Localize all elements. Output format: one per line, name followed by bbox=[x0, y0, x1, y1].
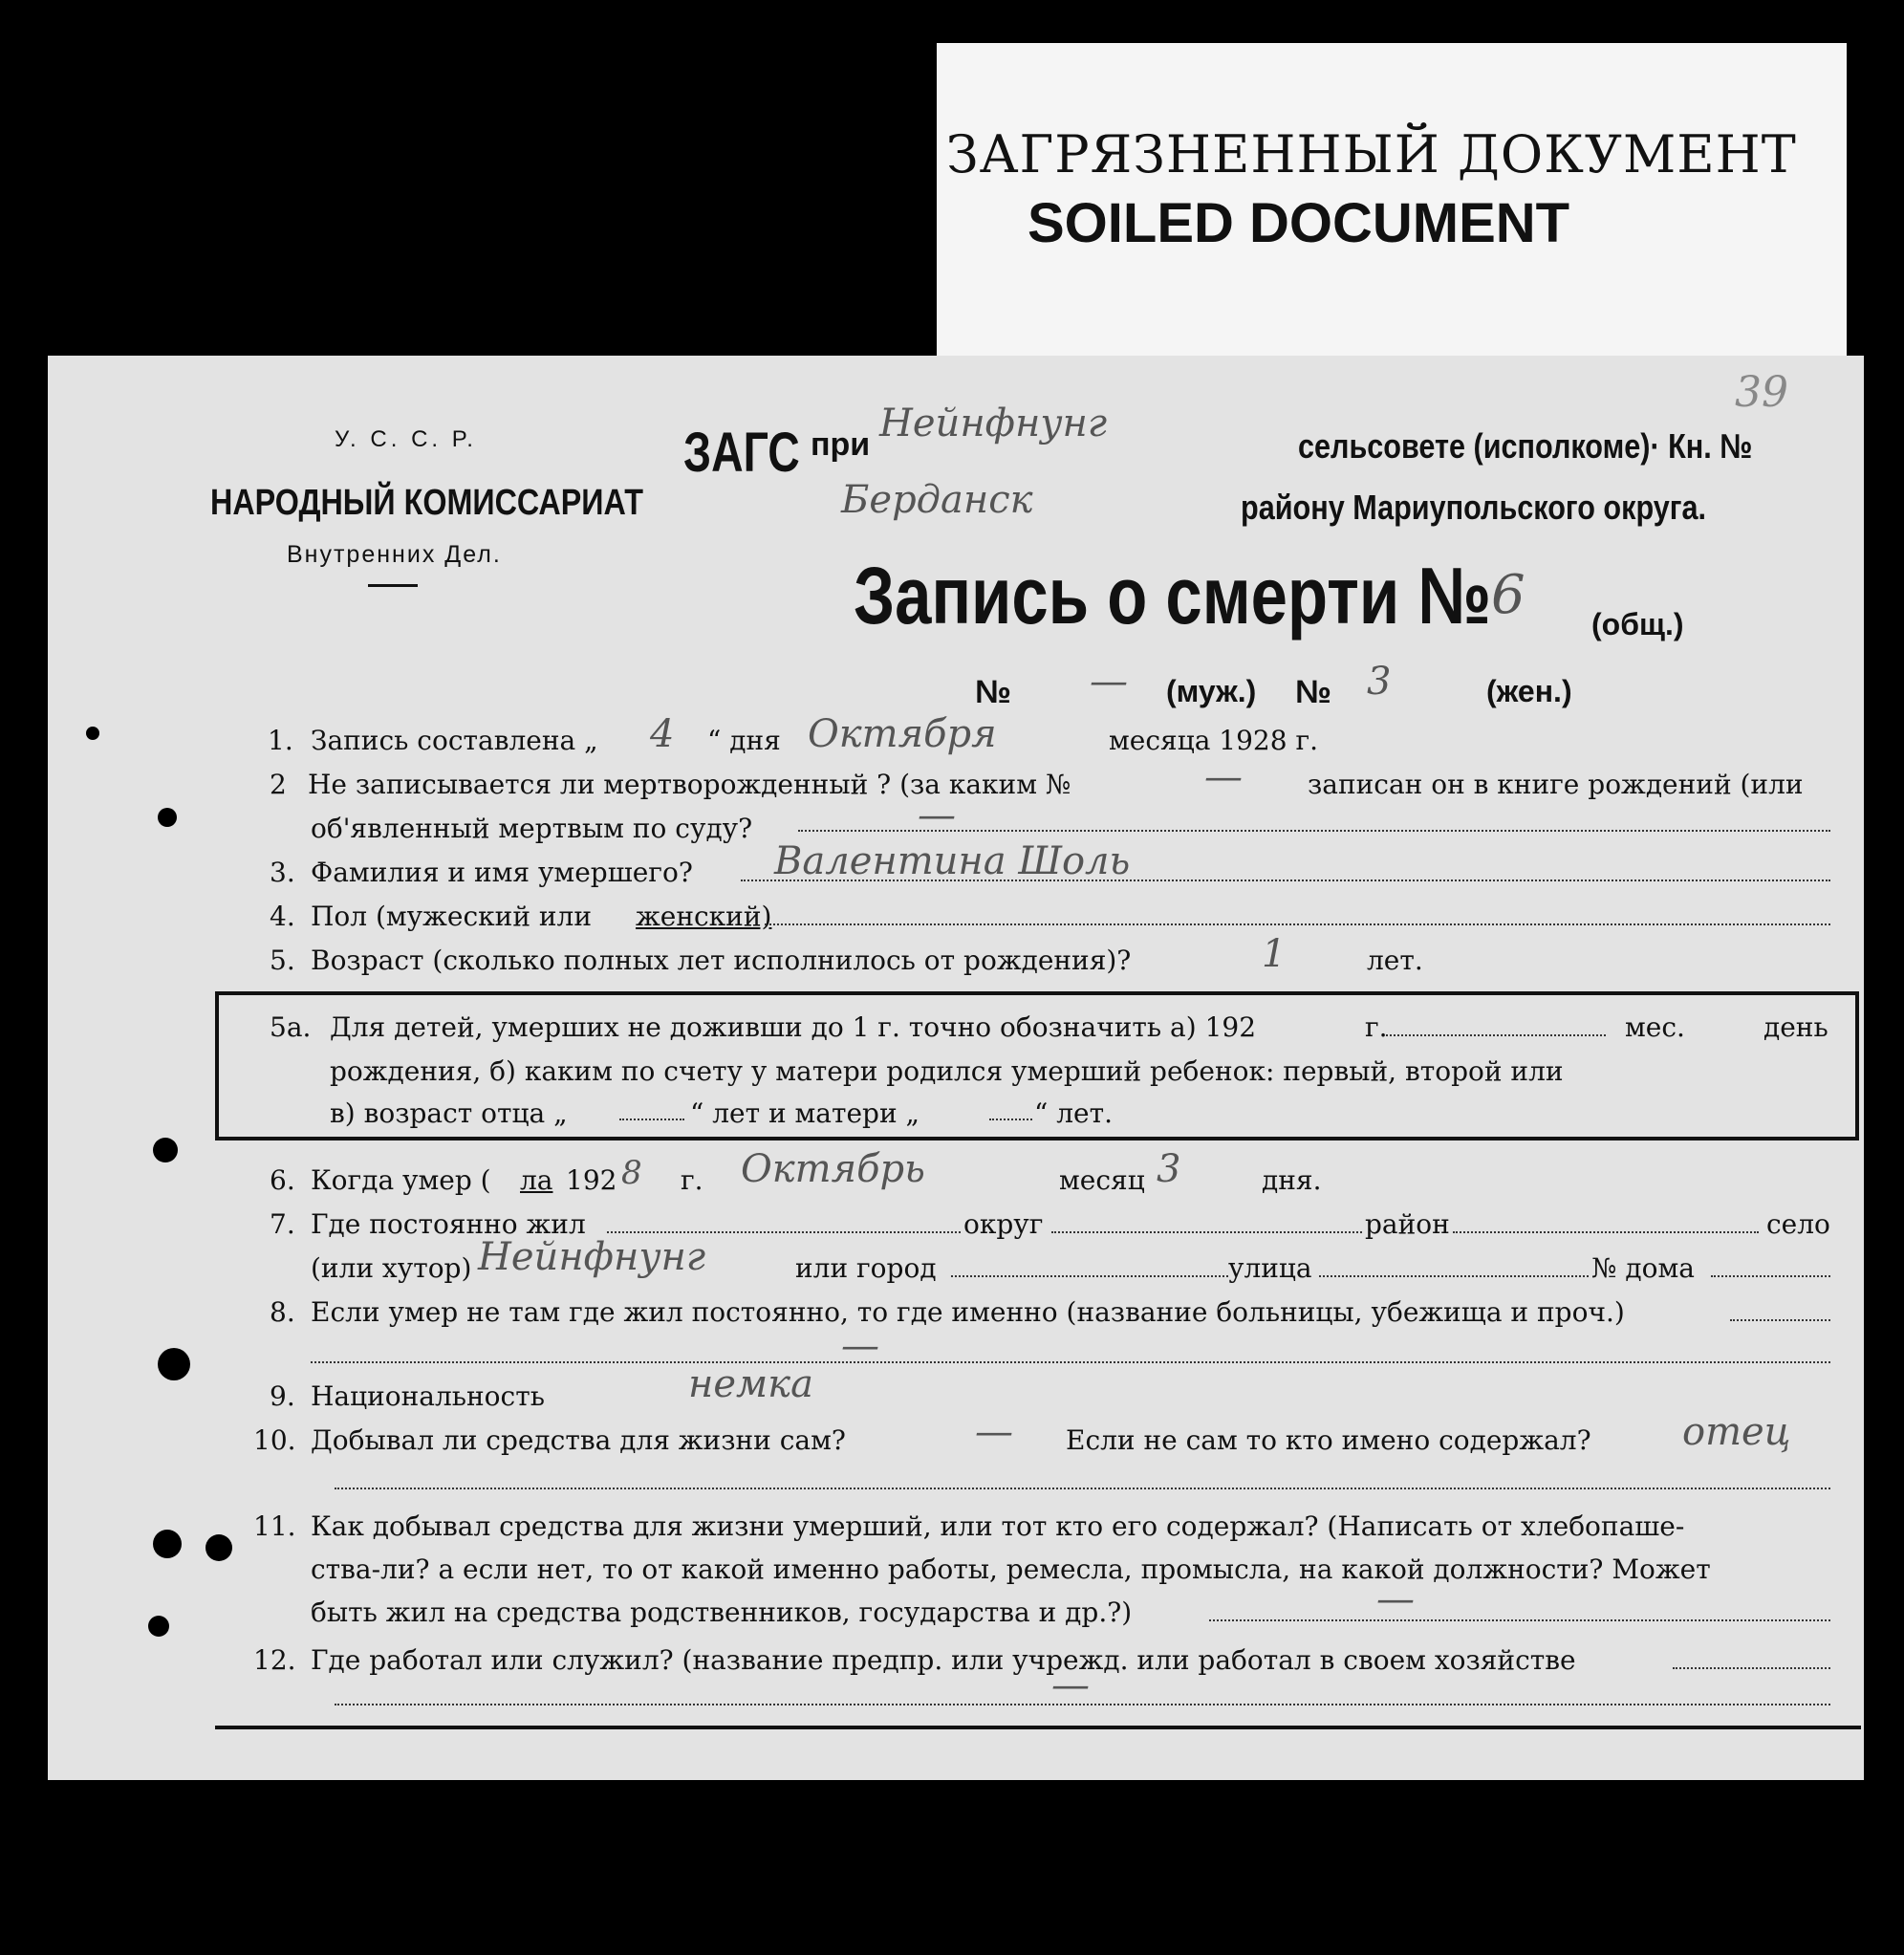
field-5a-line3a: в) возраст отца „ bbox=[330, 1097, 568, 1129]
field-3-text: Фамилия и имя умершего? bbox=[311, 857, 693, 888]
field-4-dotted-line bbox=[765, 923, 1830, 925]
republic-label: У. С. С. Р. bbox=[335, 426, 477, 452]
dept-label: Внутренних Дел. bbox=[287, 541, 502, 568]
field-5a-dotted-father bbox=[619, 1119, 684, 1120]
punch-hole bbox=[206, 1534, 232, 1561]
field-6-text: Когда умер ( bbox=[311, 1164, 491, 1196]
field-7-dom: № дома bbox=[1591, 1252, 1695, 1284]
field-6-num: 6. bbox=[270, 1164, 295, 1196]
field-5a-dotted-mother bbox=[989, 1119, 1032, 1120]
field-5-text: Возраст (сколько полных лет исполнилось от рождения)? bbox=[311, 945, 1132, 976]
field-6-g: г. bbox=[681, 1164, 703, 1196]
field-6-year-prefix: 192 bbox=[566, 1164, 617, 1196]
field-7-line2a: (или хутор) bbox=[311, 1252, 472, 1284]
field-11-value: — bbox=[1376, 1577, 1415, 1621]
field-10-value: — bbox=[975, 1410, 1013, 1454]
field-12-dotted-1 bbox=[1673, 1667, 1830, 1669]
field-5a-line3c: “ лет. bbox=[1034, 1097, 1113, 1129]
soiled-label-en: SOILED DOCUMENT bbox=[1028, 192, 1570, 254]
field-1-num: 1. bbox=[268, 725, 293, 756]
punch-hole bbox=[158, 808, 177, 827]
field-2-value: — bbox=[1204, 755, 1243, 799]
field-5-num: 5. bbox=[270, 945, 295, 976]
punch-hole bbox=[158, 1348, 190, 1380]
field-12-value: — bbox=[1051, 1663, 1090, 1707]
field-7-dotted-4 bbox=[951, 1275, 1228, 1277]
record-title: Запись о смерти № bbox=[854, 551, 1492, 641]
field-7-dotted-1 bbox=[607, 1231, 961, 1233]
field-10-text: Добывал ли средства для жизни сам? bbox=[311, 1424, 846, 1456]
field-1-text3: месяца 1928 г. bbox=[1109, 725, 1319, 756]
field-11-dotted bbox=[1209, 1619, 1830, 1621]
field-11-line1: Как добывал средства для жизни умерший, или тот кто его содержал? (Написать от хлебопаше- bbox=[311, 1510, 1685, 1542]
field-8-dotted-1 bbox=[1730, 1319, 1830, 1321]
field-7-selo: село bbox=[1766, 1208, 1830, 1240]
field-1-text2: “ дня bbox=[707, 725, 781, 756]
field-9-num: 9. bbox=[270, 1380, 295, 1412]
field-8-value: — bbox=[841, 1324, 879, 1368]
field-11-num: 11. bbox=[253, 1510, 296, 1542]
field-1-day: 4 bbox=[650, 712, 675, 756]
field-1-month: Октября bbox=[808, 712, 997, 756]
field-2-dotted-line bbox=[798, 830, 1830, 832]
field-5-value: 1 bbox=[1262, 932, 1287, 976]
field-7-dotted-3 bbox=[1453, 1231, 1759, 1233]
bottom-rule bbox=[215, 1726, 1861, 1729]
field-8-text: Если умер не там где жил постоянно, то где именно (название больницы, убежища и проч.) bbox=[311, 1296, 1625, 1328]
commissariat-label: НАРОДНЫЙ КОМИССАРИАТ bbox=[210, 483, 643, 523]
field-5a-line2: рождения, б) каким по счету у матери родился умерший ребенок: первый, второй или bbox=[330, 1055, 1564, 1087]
field-10-num: 10. bbox=[253, 1424, 296, 1456]
field-5a-mes: мес. bbox=[1625, 1011, 1685, 1043]
field-10-dotted bbox=[335, 1488, 1830, 1489]
field-5-text2: лет. bbox=[1367, 945, 1423, 976]
muzh-label: (муж.) bbox=[1166, 674, 1257, 708]
field-7-raion: район bbox=[1365, 1208, 1450, 1240]
field-11-line3: быть жил на средства родственников, государства и др.?) bbox=[311, 1597, 1133, 1628]
selsovet-handwritten: Нейнфнунг bbox=[879, 402, 1108, 445]
field-3-value: Валентина Шоль bbox=[774, 839, 1131, 883]
field-5a-line1: Для детей, умерших не доживши до 1 г. точно обозначить а) 192 bbox=[330, 1011, 1257, 1043]
field-4-text: Пол (мужеский или bbox=[311, 901, 592, 932]
raion-handwritten: Берданск bbox=[841, 478, 1033, 522]
zhen-no-label: № bbox=[1295, 674, 1331, 710]
muzh-no-label: № bbox=[975, 674, 1011, 710]
obsch-label: (общ.) bbox=[1591, 607, 1684, 641]
punch-hole bbox=[153, 1530, 182, 1558]
field-2-text2: записан он в книге рождений (или bbox=[1308, 769, 1804, 800]
field-5a-line3b: “ лет и матери „ bbox=[690, 1097, 920, 1129]
field-6-text3: дня. bbox=[1262, 1164, 1322, 1196]
muzh-number: — bbox=[1090, 660, 1128, 704]
pri-label: при bbox=[811, 426, 871, 463]
field-4-num: 4. bbox=[270, 901, 295, 932]
field-5a-g: г. bbox=[1365, 1011, 1388, 1043]
field-7-dotted-6 bbox=[1711, 1275, 1830, 1277]
zhen-label: (жен.) bbox=[1486, 674, 1572, 708]
field-12-dotted-2 bbox=[335, 1704, 1830, 1705]
field-7-line2b: или город bbox=[795, 1252, 937, 1284]
field-4-female: женский) bbox=[636, 901, 772, 932]
field-5a-num: 5а. bbox=[270, 1011, 312, 1043]
field-7-num: 7. bbox=[270, 1208, 295, 1240]
field-6-day: 3 bbox=[1157, 1147, 1181, 1191]
field-9-text: Национальность bbox=[311, 1380, 545, 1412]
punch-hole bbox=[86, 727, 99, 740]
raion-text: району Мариупольского округа. bbox=[1241, 488, 1707, 527]
dept-underline bbox=[368, 584, 418, 587]
field-12-num: 12. bbox=[253, 1644, 296, 1676]
zhen-number: 3 bbox=[1367, 660, 1392, 704]
field-10-text2: Если не сам то кто имено содержал? bbox=[1066, 1424, 1591, 1456]
field-12-text: Где работал или служил? (название предпр. или учрежд. или работал в своем хозяйстве bbox=[311, 1644, 1576, 1676]
field-6-month: Октябрь bbox=[741, 1147, 925, 1191]
soiled-label-ru: ЗАГРЯЗНЕННЫЙ ДОКУМЕНТ bbox=[946, 124, 1797, 185]
field-3-num: 3. bbox=[270, 857, 295, 888]
field-11-line2: ства-ли? а если нет, то от какой именно работы, ремесла, промысла, на какой должности? Может bbox=[311, 1553, 1711, 1585]
field-7-text: Где постоянно жил bbox=[311, 1208, 586, 1240]
field-6-text2: месяц bbox=[1059, 1164, 1145, 1196]
field-1-text: Запись составлена „ bbox=[311, 725, 598, 756]
record-number: 6 bbox=[1491, 564, 1525, 626]
punch-hole bbox=[148, 1616, 169, 1637]
field-10-value2: отец bbox=[1682, 1410, 1791, 1454]
field-2-text: Не записывается ли мертворожденный ? (за каким № bbox=[308, 769, 1071, 800]
field-7-dotted-5 bbox=[1319, 1275, 1589, 1277]
punch-hole bbox=[153, 1138, 178, 1162]
field-3-dotted-line bbox=[741, 880, 1830, 881]
field-9-value: немка bbox=[688, 1362, 813, 1406]
field-7-dotted-2 bbox=[1051, 1231, 1362, 1233]
field-2-line2: об'явленный мертвым по суду? bbox=[311, 813, 753, 844]
field-7-khutor: Нейнфнунг bbox=[478, 1235, 706, 1279]
page-number: 39 bbox=[1735, 368, 1788, 417]
field-2-num: 2 bbox=[270, 769, 287, 800]
selsovet-text: сельсовете (исполкоме)· Кн. № bbox=[1298, 426, 1753, 466]
field-6-year-handwritten: 8 bbox=[621, 1154, 642, 1192]
field-5a-dotted-year bbox=[1386, 1034, 1606, 1036]
field-5a-den: день bbox=[1763, 1011, 1828, 1043]
zags-title: ЗАГС bbox=[683, 422, 800, 484]
field-8-dotted-2 bbox=[311, 1361, 1830, 1363]
field-8-num: 8. bbox=[270, 1296, 295, 1328]
field-7-ulitsa: улица bbox=[1228, 1252, 1312, 1284]
field-2-value2: — bbox=[918, 793, 956, 837]
field-7-okrug: округ bbox=[963, 1208, 1044, 1240]
field-6-la: ла bbox=[520, 1164, 553, 1196]
